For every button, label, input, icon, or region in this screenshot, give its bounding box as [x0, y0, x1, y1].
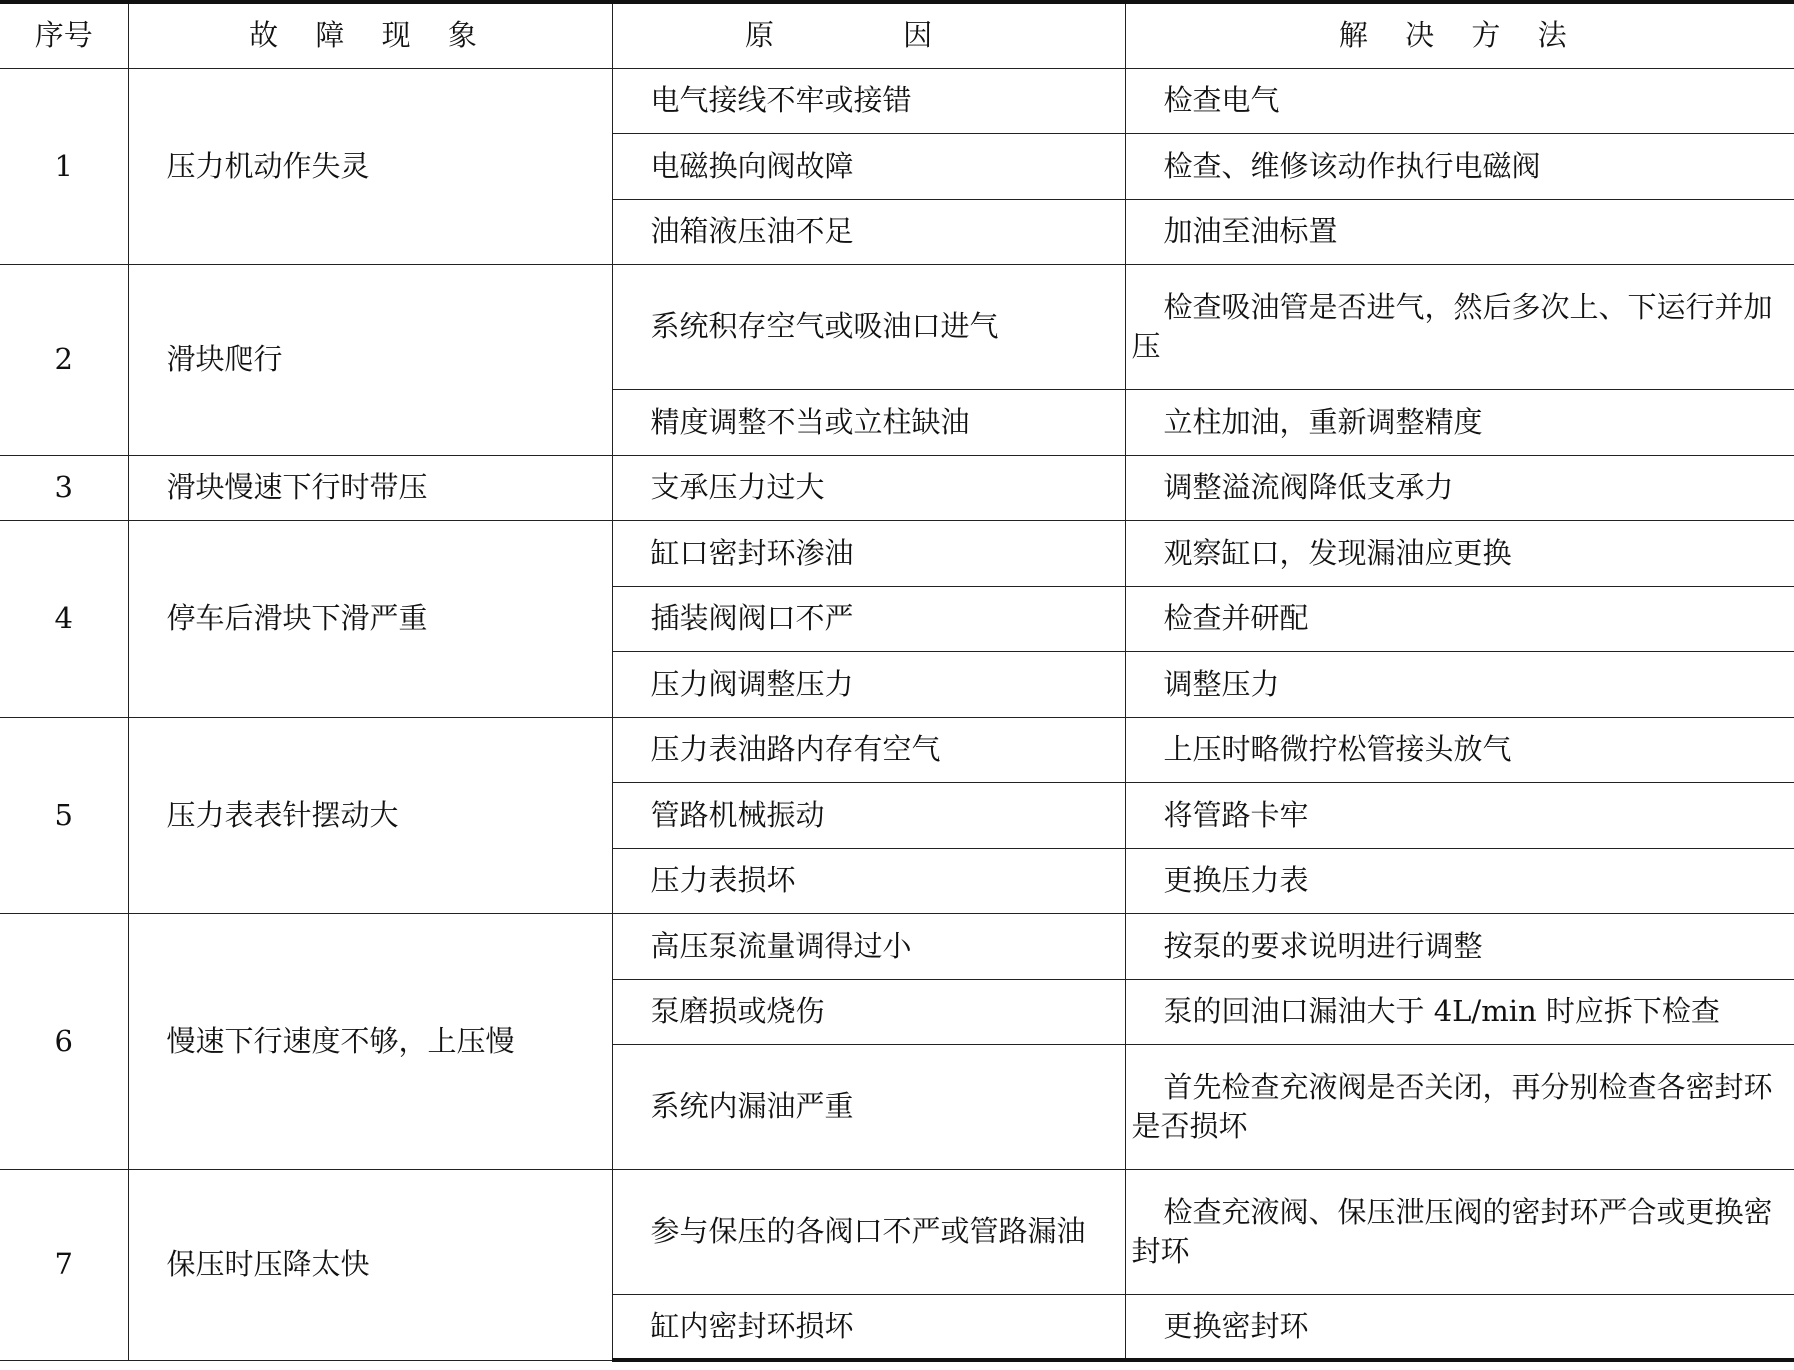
fault-solution: 调整压力 — [1125, 652, 1794, 718]
header-row — [0, 2, 1794, 68]
header-index: 序号 — [0, 2, 128, 68]
fault-cause: 精度调整不当或立柱缺油 — [612, 390, 1125, 456]
fault-solution: 调整溢流阀降低支承力 — [1125, 455, 1794, 521]
fault-cause: 参与保压的各阀口不严或管路漏油 — [612, 1170, 1125, 1295]
table-row — [0, 717, 1794, 783]
fault-solution: 观察缸口，发现漏油应更换 — [1125, 521, 1794, 587]
row-index: 4 — [0, 521, 128, 718]
table-row — [0, 521, 1794, 587]
row-index: 3 — [0, 455, 128, 521]
fault-cause: 系统内漏油严重 — [612, 1045, 1125, 1170]
table-row — [0, 265, 1794, 390]
fault-cause: 压力表损坏 — [612, 848, 1125, 914]
fault-solution: 上压时略微拧松管接头放气 — [1125, 717, 1794, 783]
fault-cause: 油箱液压油不足 — [612, 199, 1125, 265]
fault-symptom: 压力机动作失灵 — [128, 68, 612, 265]
row-index: 1 — [0, 68, 128, 265]
fault-cause: 管路机械振动 — [612, 783, 1125, 849]
row-index: 7 — [0, 1170, 128, 1361]
fault-cause: 高压泵流量调得过小 — [612, 914, 1125, 980]
table-row — [0, 1170, 1794, 1295]
fault-symptom: 停车后滑块下滑严重 — [128, 521, 612, 718]
fault-solution: 立柱加油，重新调整精度 — [1125, 390, 1794, 456]
fault-solution: 检查并研配 — [1125, 586, 1794, 652]
fault-solution: 泵的回油口漏油大于 4L/min 时应拆下检查 — [1125, 979, 1794, 1045]
fault-cause: 缸口密封环渗油 — [612, 521, 1125, 587]
row-index: 6 — [0, 914, 128, 1170]
table-row — [0, 68, 1794, 134]
header-solution: 解 决 方 法 — [1125, 2, 1794, 68]
fault-cause: 电磁换向阀故障 — [612, 134, 1125, 200]
header-cause: 原 因 — [612, 2, 1125, 68]
fault-solution: 更换压力表 — [1125, 848, 1794, 914]
fault-solution: 加油至油标置 — [1125, 199, 1794, 265]
fault-solution: 按泵的要求说明进行调整 — [1125, 914, 1794, 980]
fault-cause: 压力阀调整压力 — [612, 652, 1125, 718]
fault-cause: 泵磨损或烧伤 — [612, 979, 1125, 1045]
fault-solution: 更换密封环 — [1125, 1295, 1794, 1361]
fault-cause: 插装阀阀口不严 — [612, 586, 1125, 652]
fault-cause: 电气接线不牢或接错 — [612, 68, 1125, 134]
table-row — [0, 455, 1794, 521]
fault-symptom: 压力表表针摆动大 — [128, 717, 612, 914]
table-row — [0, 914, 1794, 980]
fault-symptom: 滑块慢速下行时带压 — [128, 455, 612, 521]
fault-symptom: 滑块爬行 — [128, 265, 612, 456]
fault-solution: 首先检查充液阀是否关闭，再分别检查各密封环是否损坏 — [1125, 1045, 1794, 1170]
fault-solution: 检查、维修该动作执行电磁阀 — [1125, 134, 1794, 200]
fault-solution: 检查电气 — [1125, 68, 1794, 134]
fault-symptom: 慢速下行速度不够，上压慢 — [128, 914, 612, 1170]
header-symptom: 故 障 现 象 — [128, 2, 612, 68]
fault-solution: 将管路卡牢 — [1125, 783, 1794, 849]
fault-cause: 支承压力过大 — [612, 455, 1125, 521]
fault-cause: 压力表油路内存有空气 — [612, 717, 1125, 783]
fault-cause: 系统积存空气或吸油口进气 — [612, 265, 1125, 390]
fault-solution: 检查吸油管是否进气，然后多次上、下运行并加压 — [1125, 265, 1794, 390]
fault-solution: 检查充液阀、保压泄压阀的密封环严合或更换密封环 — [1125, 1170, 1794, 1295]
fault-symptom: 保压时压降太快 — [128, 1170, 612, 1361]
fault-cause: 缸内密封环损坏 — [612, 1295, 1125, 1361]
row-index: 5 — [0, 717, 128, 914]
row-index: 2 — [0, 265, 128, 456]
